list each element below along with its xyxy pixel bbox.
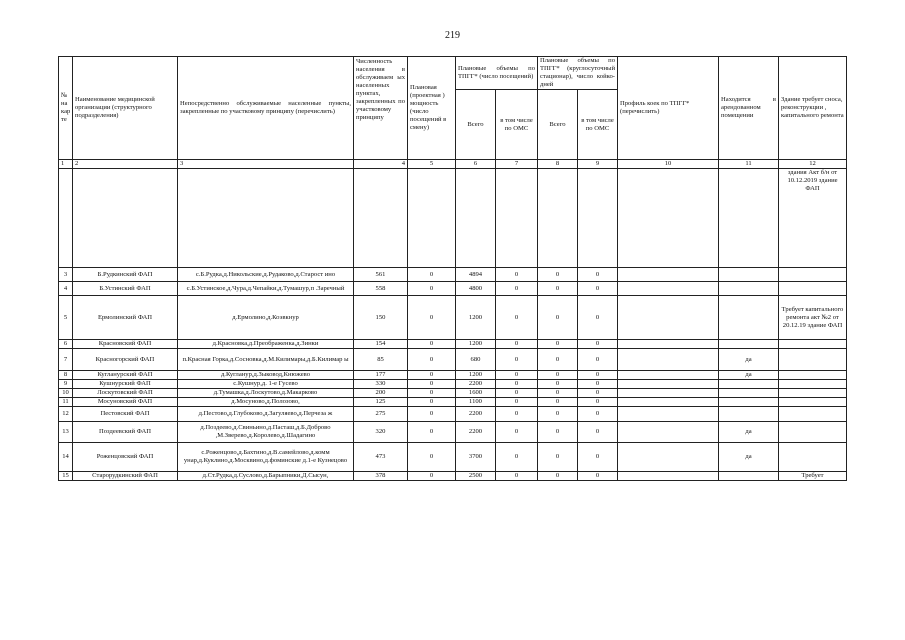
row-visits-oms: 0 <box>496 389 538 398</box>
row-visits-oms: 0 <box>496 349 538 371</box>
row-number: 3 <box>59 268 73 282</box>
row-number: 15 <box>59 472 73 481</box>
row-capacity: 0 <box>408 422 456 443</box>
row-visits-total: 4800 <box>456 282 496 296</box>
row-beds-oms: 0 <box>578 389 618 398</box>
row-visits-oms: 0 <box>496 407 538 422</box>
row-name: Красновский ФАП <box>73 340 178 349</box>
row-beds-total: 0 <box>538 398 578 407</box>
row-visits-oms: 0 <box>496 340 538 349</box>
header-capacity: Плановая (проектная ) мощность (число посещений в смену) <box>408 57 456 160</box>
row-visits-total: 4894 <box>456 268 496 282</box>
row-places: д.Пестово,д.Глубоково,д.Загуляево,д.Перчеза ж <box>178 407 354 422</box>
table-row <box>59 422 847 443</box>
row-bed-profile <box>618 472 719 481</box>
row-visits-total: 2200 <box>456 422 496 443</box>
row-places: с.Кушнур,д. 1-е Гусево <box>178 380 354 389</box>
row-bed-profile <box>618 380 719 389</box>
table-row <box>59 389 847 398</box>
row-bed-profile <box>618 371 719 380</box>
row-capacity: 0 <box>408 443 456 472</box>
table-row <box>59 443 847 472</box>
row-population: 177 <box>354 371 408 380</box>
row-repair <box>779 371 847 380</box>
row-bed-profile <box>618 398 719 407</box>
row-beds-oms: 0 <box>578 398 618 407</box>
col-num: 12 <box>779 160 847 169</box>
row-visits-total: 2500 <box>456 472 496 481</box>
row-bed-profile <box>618 422 719 443</box>
row-rented: да <box>719 371 779 380</box>
row-bed-profile <box>618 349 719 371</box>
row-beds-oms: 0 <box>578 268 618 282</box>
row-bed-profile <box>618 407 719 422</box>
row-bed-profile <box>618 282 719 296</box>
header-rented: Находится в арендованном помещении <box>719 57 779 160</box>
row-capacity: 0 <box>408 472 456 481</box>
row-name: Поздеевский ФАП <box>73 422 178 443</box>
row-population: 320 <box>354 422 408 443</box>
row-places: п.Красная Горка,д.Сосновка,д.М.Килимары,д.Б.Килимар ы <box>178 349 354 371</box>
row-bed-profile <box>618 389 719 398</box>
row-population: 85 <box>354 349 408 371</box>
col-num: 4 <box>354 160 408 169</box>
row-places: с.Роженцово,д.Бахтино,д.В.самейлово,д.комм унар,д.Куклино,д.Москвино,д.фоминские д.1-е Кузнецово <box>178 443 354 472</box>
row-population: 275 <box>354 407 408 422</box>
table-row <box>59 349 847 371</box>
row-capacity: 0 <box>408 380 456 389</box>
row-repair <box>779 340 847 349</box>
row-repair <box>779 389 847 398</box>
row-repair <box>779 398 847 407</box>
row-rented: да <box>719 349 779 371</box>
row-beds-total: 0 <box>538 349 578 371</box>
row-visits-total: 2200 <box>456 407 496 422</box>
row-places: д.Красновка,д.Преображенка,д.Зинки <box>178 340 354 349</box>
row-visits-oms: 0 <box>496 268 538 282</box>
row-visits-total: 680 <box>456 349 496 371</box>
col-num: 1 <box>59 160 73 169</box>
row-places: с.Б.Устинское,д.Чура,д.Чепайки,д.Тумашур,п .Заречный <box>178 282 354 296</box>
table-row <box>59 398 847 407</box>
row-capacity: 0 <box>408 268 456 282</box>
row-number: 8 <box>59 371 73 380</box>
row-capacity: 0 <box>408 389 456 398</box>
row-repair <box>779 268 847 282</box>
row-rented <box>719 340 779 349</box>
row-bed-profile <box>618 443 719 472</box>
row-capacity: 0 <box>408 349 456 371</box>
row-visits-oms: 0 <box>496 422 538 443</box>
row-visits-oms: 0 <box>496 398 538 407</box>
row-name: Кушнурский ФАП <box>73 380 178 389</box>
row-places: с.Б.Рудка,д.Никольские,д.Рудаково,д.Старост ино <box>178 268 354 282</box>
row-capacity: 0 <box>408 296 456 340</box>
row-rented <box>719 398 779 407</box>
row-visits-oms: 0 <box>496 443 538 472</box>
row-beds-oms: 0 <box>578 371 618 380</box>
row-rented: да <box>719 443 779 472</box>
row-visits-oms: 0 <box>496 282 538 296</box>
row-beds-oms: 0 <box>578 443 618 472</box>
row-name: Б.Рудкинский ФАП <box>73 268 178 282</box>
row-visits-oms: 0 <box>496 296 538 340</box>
row-population: 154 <box>354 340 408 349</box>
table-row <box>59 268 847 282</box>
row-name: Лоскутовский ФАП <box>73 389 178 398</box>
row-number: 9 <box>59 380 73 389</box>
row-visits-total: 1200 <box>456 296 496 340</box>
row-population: 473 <box>354 443 408 472</box>
header-beds-oms: в том числе по ОМС <box>578 90 618 160</box>
row-beds-oms: 0 <box>578 340 618 349</box>
column-numbers-row <box>59 160 847 169</box>
row-visits-total: 1200 <box>456 371 496 380</box>
header-visits-total: Всего <box>456 90 496 160</box>
row-bed-profile <box>618 340 719 349</box>
row-beds-oms: 0 <box>578 422 618 443</box>
row-beds-oms: 0 <box>578 349 618 371</box>
row-population: 150 <box>354 296 408 340</box>
row-beds-oms: 0 <box>578 380 618 389</box>
row-name: Роженцовский ФАП <box>73 443 178 472</box>
row-population: 558 <box>354 282 408 296</box>
row-rented <box>719 296 779 340</box>
row-capacity: 0 <box>408 371 456 380</box>
row-number: 4 <box>59 282 73 296</box>
header-repair: Здание требует сноса, реконструкции , капитального ремонта <box>779 57 847 160</box>
row-beds-total: 0 <box>538 268 578 282</box>
row-number: 13 <box>59 422 73 443</box>
table-row <box>59 340 847 349</box>
header-visits-oms: в том числе по ОМС <box>496 90 538 160</box>
row-beds-total: 0 <box>538 371 578 380</box>
row-repair <box>779 422 847 443</box>
row-rented <box>719 380 779 389</box>
row-name: Б.Устинский ФАП <box>73 282 178 296</box>
col-num: 3 <box>178 160 354 169</box>
table-row <box>59 296 847 340</box>
row-bed-profile <box>618 268 719 282</box>
row-number: 12 <box>59 407 73 422</box>
row-places: д.Ст.Рудка,д.Суслово,д.Барыпники,Д.Сысун, <box>178 472 354 481</box>
row-beds-total: 0 <box>538 389 578 398</box>
row-population: 125 <box>354 398 408 407</box>
row-repair <box>779 443 847 472</box>
row-places: д.Ермолино,д.Коэвкнур <box>178 296 354 340</box>
row-name: Кугланурский ФАП <box>73 371 178 380</box>
row-places: д.Тумашка,д.Лоскутово,д.Макарково <box>178 389 354 398</box>
table-row <box>59 282 847 296</box>
row-beds-total: 0 <box>538 407 578 422</box>
row-population: 378 <box>354 472 408 481</box>
table-row <box>59 407 847 422</box>
header-beds-group: Плановые объемы по ТПГГ* (круглосуточный стационар), число койко-дней <box>538 57 618 90</box>
row-name: Красногорский ФАП <box>73 349 178 371</box>
col-num: 10 <box>618 160 719 169</box>
header-visits-group: Плановые объемы по ТПГГ* (число посещений) <box>456 57 538 90</box>
header-population: Численность населения в обслуживаем ых населенных пунктах, закрепленных по участковому принципу <box>354 57 408 160</box>
row-name: Ермолинский ФАП <box>73 296 178 340</box>
row-number: 14 <box>59 443 73 472</box>
table-row-continuation <box>59 169 847 268</box>
header-organization: Наименование медицинской организации (структурного подразделения) <box>73 57 178 160</box>
row-rented: да <box>719 422 779 443</box>
row-population: 200 <box>354 389 408 398</box>
row-beds-oms: 0 <box>578 472 618 481</box>
row-number: 7 <box>59 349 73 371</box>
table-row <box>59 371 847 380</box>
row-capacity: 0 <box>408 407 456 422</box>
row-visits-oms: 0 <box>496 380 538 389</box>
row-number: 10 <box>59 389 73 398</box>
col-num: 6 <box>456 160 496 169</box>
row-rented <box>719 472 779 481</box>
row-rented <box>719 389 779 398</box>
row-beds-total: 0 <box>538 282 578 296</box>
row-places: д.Поздеево,д.Свиньино,д.Пасташ,д.Б.Доброво ,М.Зверево,д.Королево,д.Шадагино <box>178 422 354 443</box>
table-header <box>59 57 847 169</box>
row-number: 11 <box>59 398 73 407</box>
row-repair <box>779 349 847 371</box>
row-beds-total: 0 <box>538 422 578 443</box>
row-places: д.Мосуново,д.Полозово, <box>178 398 354 407</box>
row-repair: Требует <box>779 472 847 481</box>
row-visits-total: 1200 <box>456 340 496 349</box>
row-repair <box>779 407 847 422</box>
row-repair <box>779 282 847 296</box>
row-rented <box>719 282 779 296</box>
header-places: Непосредственно обслуживаемые населенные пункты, закрепленные по участковому принципу (перечислить) <box>178 57 354 160</box>
row-beds-total: 0 <box>538 472 578 481</box>
row-visits-total: 1100 <box>456 398 496 407</box>
fap-table <box>58 56 847 481</box>
continuation-note: здания Акт б/н от 10.12.2019 здание ФАП <box>779 169 847 268</box>
col-num: 5 <box>408 160 456 169</box>
row-rented <box>719 407 779 422</box>
row-visits-total: 2200 <box>456 380 496 389</box>
row-number: 6 <box>59 340 73 349</box>
table-row <box>59 472 847 481</box>
page-number: 219 <box>445 30 460 41</box>
row-beds-oms: 0 <box>578 407 618 422</box>
col-num: 11 <box>719 160 779 169</box>
row-name: Пестовский ФАП <box>73 407 178 422</box>
row-number: 5 <box>59 296 73 340</box>
col-num: 2 <box>73 160 178 169</box>
row-beds-total: 0 <box>538 443 578 472</box>
row-population: 561 <box>354 268 408 282</box>
row-name: Мосуновский ФАП <box>73 398 178 407</box>
row-population: 330 <box>354 380 408 389</box>
row-beds-total: 0 <box>538 340 578 349</box>
row-capacity: 0 <box>408 398 456 407</box>
col-num: 9 <box>578 160 618 169</box>
header-bed-profile: Профиль коек по ТПГГ* (перечислить) <box>618 57 719 160</box>
row-repair <box>779 380 847 389</box>
row-name: Старорудкинский ФАП <box>73 472 178 481</box>
row-capacity: 0 <box>408 340 456 349</box>
header-beds-total: Всего <box>538 90 578 160</box>
row-capacity: 0 <box>408 282 456 296</box>
row-visits-total: 3700 <box>456 443 496 472</box>
table-row <box>59 380 847 389</box>
row-beds-total: 0 <box>538 380 578 389</box>
row-rented <box>719 268 779 282</box>
header-number: № на кар те <box>59 57 73 160</box>
col-num: 8 <box>538 160 578 169</box>
row-repair: Требует капитального ремонта акт №2 от 20.12.19 здание ФАП <box>779 296 847 340</box>
row-visits-total: 1600 <box>456 389 496 398</box>
row-visits-oms: 0 <box>496 472 538 481</box>
row-places: д.Кугланур,д.Зыковод,Кнюжево <box>178 371 354 380</box>
row-bed-profile <box>618 296 719 340</box>
row-beds-oms: 0 <box>578 282 618 296</box>
row-beds-total: 0 <box>538 296 578 340</box>
row-beds-oms: 0 <box>578 296 618 340</box>
row-visits-oms: 0 <box>496 371 538 380</box>
table-body <box>59 169 847 481</box>
col-num: 7 <box>496 160 538 169</box>
